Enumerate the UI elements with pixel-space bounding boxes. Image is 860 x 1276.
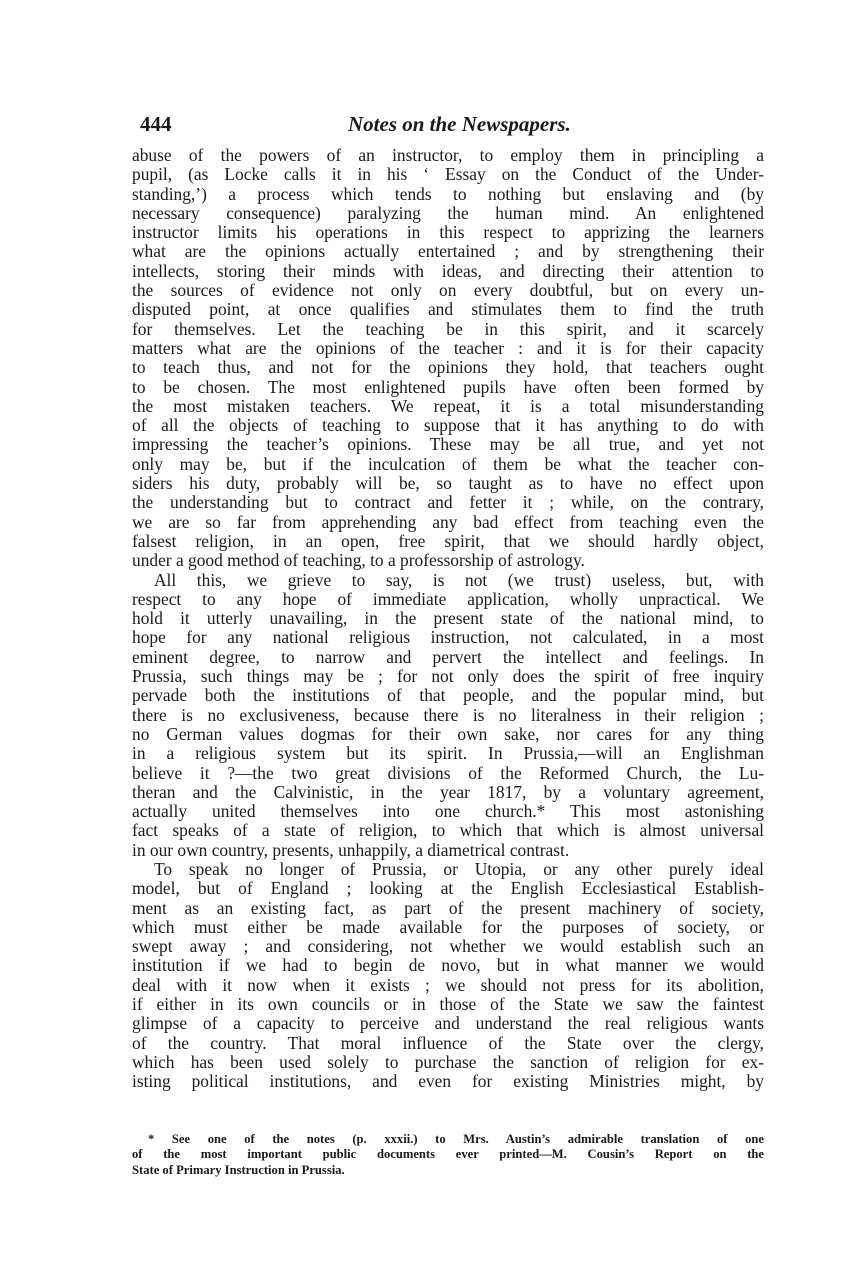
text-line: fact speaks of a state of religion, to which that which is almost universal [132, 821, 764, 841]
text-line: there is no exclusiveness, because there is no literalness in their religion ; [132, 705, 764, 725]
text-line: of all the objects of teaching to suppose that it has anything to do with [132, 416, 764, 436]
page-header [140, 112, 780, 138]
text-line: to be chosen. The most enlightened pupils have often been formed by [132, 377, 764, 397]
text-line: the sources of evidence not only on every doubtful, but on every un- [132, 281, 764, 301]
text-line: hope for any national religious instruction, not calculated, in a most [132, 628, 764, 648]
text-line: Prussia, such things may be ; for not only does the spirit of free inquiry [132, 667, 764, 687]
text-line: for themselves. Let the teaching be in this spirit, and it scarcely [132, 319, 764, 339]
footnote-line: State of Primary Instruction in Prussia. [132, 1162, 345, 1177]
text-line: believe it ?—the two great divisions of the Reformed Church, the Lu- [132, 763, 764, 783]
text-line: instructor limits his operations in this respect to apprizing the learners [132, 223, 764, 243]
text-line: of the country. That moral influence of the State over the clergy, [132, 1033, 764, 1053]
text-line: institution if we had to begin de novo, but in what manner we would [132, 956, 764, 976]
text-line: deal with it now when it exists ; we should not press for its abolition, [132, 975, 764, 995]
text-line: no German values dogmas for their own sake, nor cares for any thing [132, 724, 764, 744]
text-line: To speak no longer of Prussia, or Utopia, or any other purely ideal [154, 859, 764, 879]
text-line: only may be, but if the inculcation of them be what the teacher con- [132, 454, 764, 474]
text-line: we are so far from apprehending any bad effect from teaching even the [132, 512, 764, 532]
page-number: 444 [140, 112, 172, 136]
footnote-line: * See one of the notes (p. xxxii.) to Mrs. Austin’s admirable translation of one [148, 1132, 764, 1146]
text-line: actually united themselves into one church.* This most astonishing [132, 802, 764, 822]
text-line: falsest religion, in an open, free spirit, that we should hardly object, [132, 531, 764, 551]
text-line: under a good method of teaching, to a professorship of astrology. [132, 551, 585, 571]
text-line: respect to any hope of immediate application, wholly unpractical. We [132, 589, 764, 609]
text-line: abuse of the powers of an instructor, to employ them in principling a [132, 146, 764, 165]
body-text [132, 146, 764, 1092]
text-line: in a religious system but its spirit. In Prussia,—will an Englishman [132, 744, 764, 764]
text-line: disputed point, at once qualifies and stimulates them to find the truth [132, 300, 764, 320]
text-line: the understanding but to contract and fetter it ; while, on the contrary, [132, 493, 764, 513]
running-title: Notes on the Newspapers. [348, 112, 571, 136]
text-line: siders his duty, probably will be, so taught as to have no effect upon [132, 474, 764, 494]
text-line: theran and the Calvinistic, in the year 1817, by a voluntary agreement, [132, 782, 764, 802]
text-line: intellects, storing their minds with ideas, and directing their attention to [132, 261, 764, 281]
text-line: isting political institutions, and even for existing Ministries might, by [132, 1072, 764, 1092]
text-line: which must either be made available for the purposes of society, or [132, 917, 764, 937]
text-line: what are the opinions actually entertained ; and by strengthening their [132, 242, 764, 262]
footnote-line: of the most important public documents ever printed—M. Cousin’s Report on the [132, 1147, 764, 1162]
text-line: model, but of England ; looking at the English Ecclesiastical Establish- [132, 879, 764, 899]
text-line: to teach thus, and not for the opinions they hold, that teachers ought [132, 358, 764, 378]
text-line: standing,’) a process which tends to nothing but enslaving and (by [132, 184, 764, 204]
text-line: swept away ; and considering, not whether we would establish such an [132, 937, 764, 957]
text-line: glimpse of a capacity to perceive and understand the real religious wants [132, 1014, 764, 1034]
text-line: pervade both the institutions of that people, and the popular mind, but [132, 686, 764, 706]
text-line: the most mistaken teachers. We repeat, it is a total misunderstanding [132, 396, 764, 416]
text-line: if either in its own councils or in those of the State we saw the faintest [132, 995, 764, 1015]
text-line: ment as an existing fact, as part of the present machinery of society, [132, 898, 764, 918]
text-line: necessary consequence) paralyzing the human mind. An enlightened [132, 203, 764, 223]
text-line: impressing the teacher’s opinions. These may be all true, and yet not [132, 435, 764, 455]
text-line: matters what are the opinions of the teacher : and it is for their capacity [132, 338, 764, 358]
text-line: pupil, (as Locke calls it in his ‘ Essay on the Conduct of the Under- [132, 165, 764, 185]
text-line: All this, we grieve to say, is not (we trust) useless, but, with [154, 570, 764, 590]
text-line: hold it utterly unavailing, in the present state of the national mind, to [132, 609, 764, 629]
text-line: eminent degree, to narrow and pervert the intellect and feelings. In [132, 647, 764, 667]
text-line: which has been used solely to purchase the sanction of religion for ex- [132, 1052, 764, 1072]
text-line: in our own country, presents, unhappily, a diametrical contrast. [132, 840, 570, 860]
footnote [132, 1132, 764, 1178]
